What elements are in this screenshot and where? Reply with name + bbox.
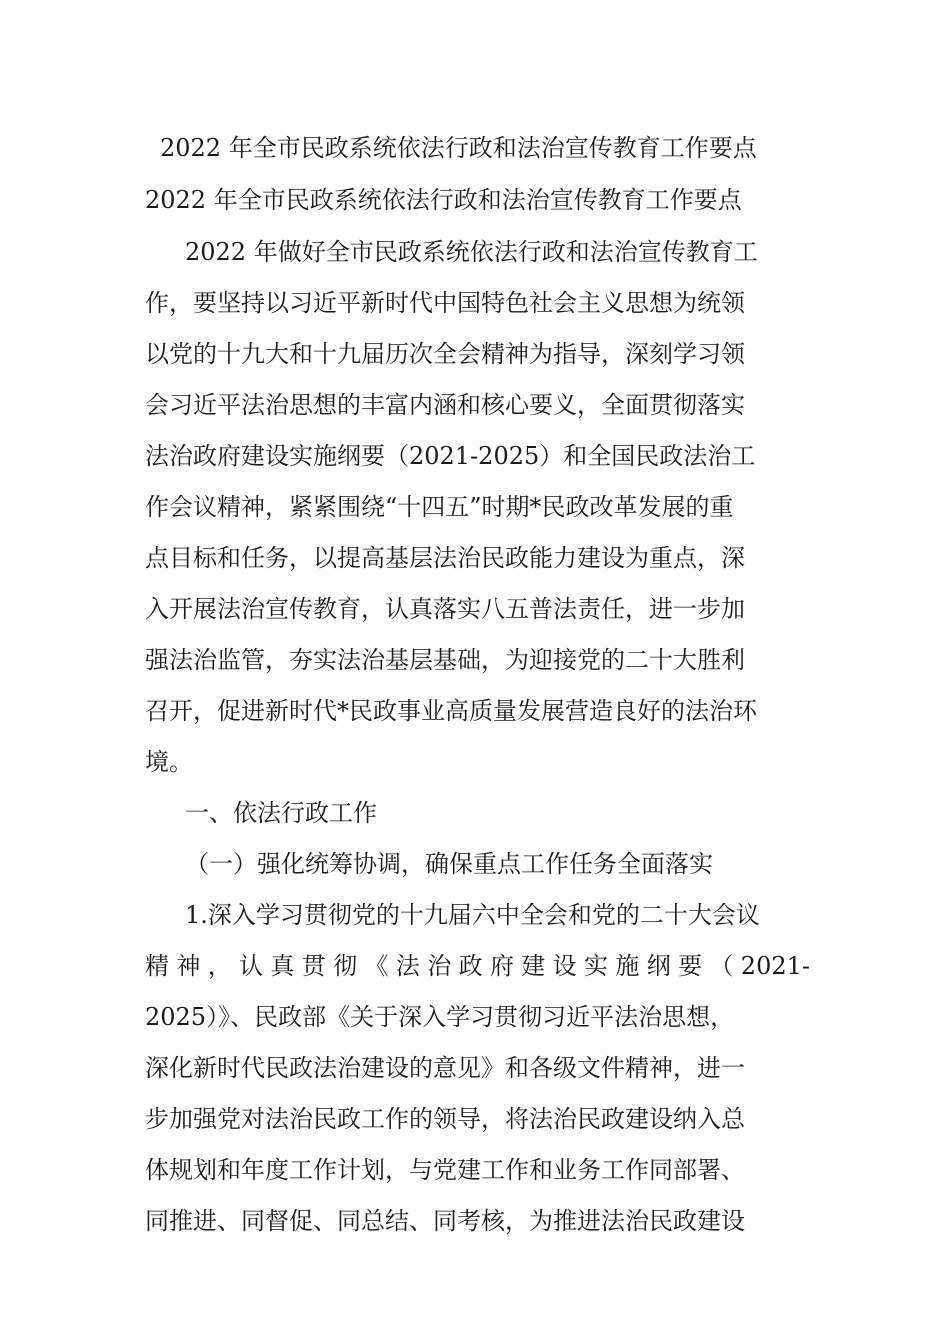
intro-line: 境。 (145, 748, 193, 776)
intro-line: 作，要坚持以习近平新时代中国特色社会主义思想为统领 (145, 289, 745, 317)
intro-line: 入开展法治宣传教育，认真落实八五普法责任，进一步加 (145, 595, 745, 623)
section-heading: 一、依法行政工作 (185, 799, 377, 827)
item1-line: 步加强党对法治民政工作的领导，将法治民政建设纳入总 (145, 1105, 745, 1133)
intro-line: 召开，促进新时代*民政事业高质量发展营造良好的法治环 (145, 697, 757, 725)
intro-line: 会习近平法治思想的丰富内涵和核心要义，全面贯彻落实 (145, 391, 745, 419)
item1-line: 1.深入学习贯彻党的十九届六中全会和党的二十大会议 (185, 901, 760, 929)
item1-line: 同推进、同督促、同总结、同考核，为推进法治民政建设 (145, 1207, 745, 1235)
intro-line: 以党的十九大和十九届历次全会精神为指导，深刻学习领 (145, 340, 745, 368)
subsection-heading: （一）强化统筹协调，确保重点工作任务全面落实 (185, 850, 713, 878)
intro-line: 法治政府建设实施纲要（2021-2025）和全国民政法治工 (145, 442, 756, 470)
item1-line: 2025）》、民政部《关于深入学习贯彻习近平法治思想， (145, 1003, 735, 1031)
intro-line: 强法治监管，夯实法治基层基础，为迎接党的二十大胜利 (145, 646, 745, 674)
item1-line: 深化新时代民政法治建设的意见》和各级文件精神，进一 (145, 1054, 745, 1082)
intro-line: 2022 年做好全市民政系统依法行政和法治宣传教育工 (185, 238, 758, 266)
item1-line: 精神，认真贯彻《法治政府建设实施纲要（2021- (145, 952, 810, 980)
item1-line: 体规划和年度工作计划，与党建工作和业务工作同部署、 (145, 1156, 745, 1184)
document-title-line-2: 2022 年全市民政系统依法行政和法治宣传教育工作要点 (145, 186, 742, 214)
document-title-line-1: 2022 年全市民政系统依法行政和法治宣传教育工作要点 (160, 134, 757, 162)
intro-line: 点目标和任务，以提高基层法治民政能力建设为重点，深 (145, 544, 745, 572)
intro-line: 作会议精神，紧紧围绕“十四五”时期*民政改革发展的重 (145, 493, 734, 521)
